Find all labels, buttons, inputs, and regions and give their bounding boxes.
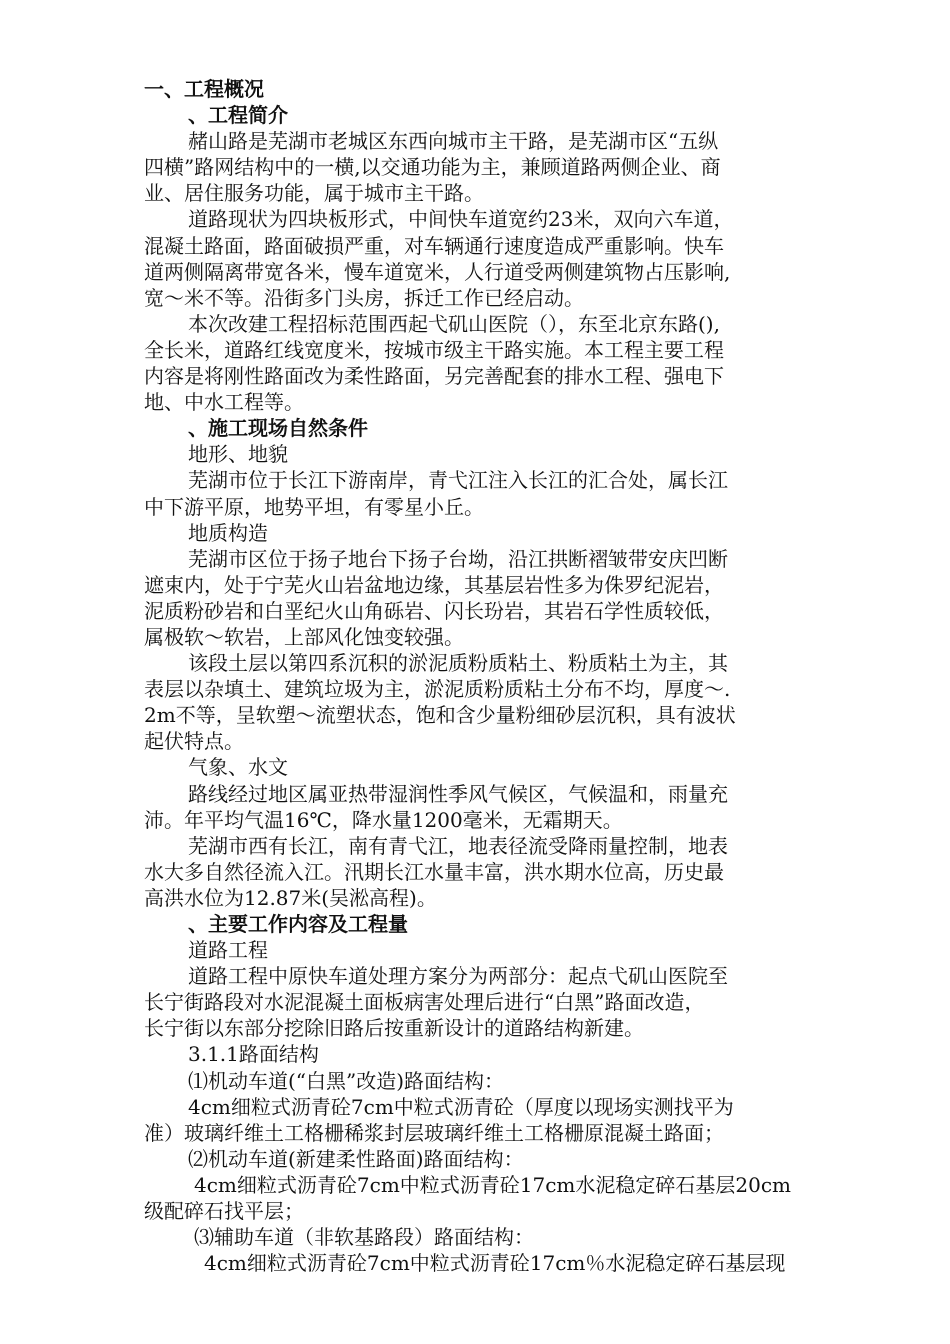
paragraph-line: 属极软～软岩，上部风化蚀变较强。 bbox=[144, 624, 464, 649]
paragraph-line: 准）玻璃纤维土工格栅稀浆封层玻璃纤维土工格栅原混凝土路面； bbox=[144, 1120, 724, 1145]
paragraph-line: 全长米，道路红线宽度米，按城市级主干路实施。本工程主要工程 bbox=[144, 337, 724, 362]
paragraph-line: ⑵机动车道(新建柔性路面)路面结构： bbox=[188, 1146, 524, 1171]
paragraph-line: 道路工程 bbox=[188, 938, 268, 963]
paragraph-line: 水大多自然径流入江。汛期长江水量丰富，洪水期水位高，历史最 bbox=[144, 859, 724, 884]
paragraph-line: 长宁街路段对水泥混凝土面板病害处理后进行“白黑”路面改造， bbox=[144, 990, 705, 1015]
paragraph-line: 赭山路是芜湖市老城区东西向城市主干路，是芜湖市区“五纵 bbox=[188, 129, 719, 154]
paragraph-line: 道路现状为四块板形式，中间快车道宽约23米，双向六车道， bbox=[188, 207, 734, 232]
paragraph-line: 沛。年平均气温16℃，降水量1200毫米，无霜期天。 bbox=[144, 807, 623, 832]
paragraph-line: 内容是将刚性路面改为柔性路面，另完善配套的排水工程、强电下 bbox=[144, 364, 724, 389]
paragraph-line: 地、中水工程等。 bbox=[144, 390, 304, 415]
paragraph-line: 起伏特点。 bbox=[144, 729, 244, 754]
paragraph-line: 芜湖市西有长江，南有青弋江，地表径流受降雨量控制，地表 bbox=[188, 833, 728, 858]
paragraph-line: ⑴机动车道(“白黑”改造)路面结构： bbox=[188, 1068, 505, 1093]
paragraph-line: 芜湖市区位于扬子地台下扬子台坳，沿江拱断褶皱带安庆凹断 bbox=[188, 546, 728, 571]
paragraph-line: 道两侧隔离带宽各米，慢车道宽米，人行道受两侧建筑物占压影响, bbox=[144, 259, 731, 284]
paragraph-line: 表层以杂填土、建筑垃圾为主，淤泥质粉质粘土分布不均，厚度～. bbox=[144, 677, 731, 702]
paragraph-line: 混凝土路面，路面破损严重，对车辆通行速度造成严重影响。快车 bbox=[144, 233, 724, 258]
paragraph-line: 路线经过地区属亚热带湿润性季风气候区，气候温和，雨量充 bbox=[188, 781, 728, 806]
paragraph-line: 气象、水文 bbox=[188, 755, 288, 780]
paragraph-line: 芜湖市位于长江下游南岸，青弋江注入长江的汇合处，属长江 bbox=[188, 468, 728, 493]
paragraph-line: 遮束内，处于宁芜火山岩盆地边缘，其基层岩性多为侏罗纪泥岩， bbox=[144, 572, 724, 597]
paragraph-line: 2m不等，呈软塑～流塑状态，饱和含少量粉细砂层沉积，具有波状 bbox=[144, 703, 736, 728]
paragraph-line: 该段土层以第四系沉积的淤泥质粉质粘土、粉质粘土为主，其 bbox=[188, 651, 728, 676]
paragraph-line: 业、居住服务功能，属于城市主干路。 bbox=[144, 181, 484, 206]
paragraph-line: 中下游平原，地势平坦，有零星小丘。 bbox=[144, 494, 484, 519]
paragraph-line: 长宁街以东部分挖除旧路后按重新设计的道路结构新建。 bbox=[144, 1016, 644, 1041]
paragraph-line: 4cm细粒式沥青砼7cm中粒式沥青砼17cm水泥稳定碎石基层20cm bbox=[194, 1172, 792, 1197]
section-heading: 一、工程概况 bbox=[144, 77, 264, 101]
paragraph-line: 泥质粉砂岩和白垩纪火山角砾岩、闪长玢岩，其岩石学性质较低， bbox=[144, 598, 724, 623]
paragraph-line: 四横”路网结构中的一横,以交通功能为主，兼顾道路两侧企业、商 bbox=[144, 155, 721, 180]
subsection-heading: 、工程简介 bbox=[188, 103, 288, 128]
paragraph-line: 3.1.1路面结构 bbox=[188, 1042, 319, 1067]
paragraph-line: 宽～米不等。沿街多门头房，拆迁工作已经启动。 bbox=[144, 285, 584, 310]
paragraph-line: 地形、地貌 bbox=[188, 442, 288, 467]
paragraph-line: 高洪水位为12.87米(吴淞高程)。 bbox=[144, 885, 437, 910]
paragraph-line: 地质构造 bbox=[188, 520, 268, 545]
paragraph-line: 本次改建工程招标范围西起弋矶山医院（），东至北京东路(), bbox=[188, 311, 720, 336]
paragraph-line: ⑶辅助车道（非软基路段）路面结构： bbox=[194, 1225, 534, 1250]
paragraph-line: 4cm细粒式沥青砼7cm中粒式沥青砼（厚度以现场实测找平为 bbox=[188, 1094, 734, 1119]
paragraph-line: 4cm细粒式沥青砼7cm中粒式沥青砼17cm％水泥稳定碎石基层现 bbox=[204, 1251, 786, 1276]
document-body bbox=[144, 76, 806, 1276]
paragraph-line: 道路工程中原快车道处理方案分为两部分：起点弋矶山医院至 bbox=[188, 964, 728, 989]
subsection-heading: 、主要工作内容及工程量 bbox=[188, 912, 408, 936]
subsection-heading: 、施工现场自然条件 bbox=[188, 416, 368, 441]
paragraph-line: 级配碎石找平层； bbox=[144, 1199, 304, 1224]
